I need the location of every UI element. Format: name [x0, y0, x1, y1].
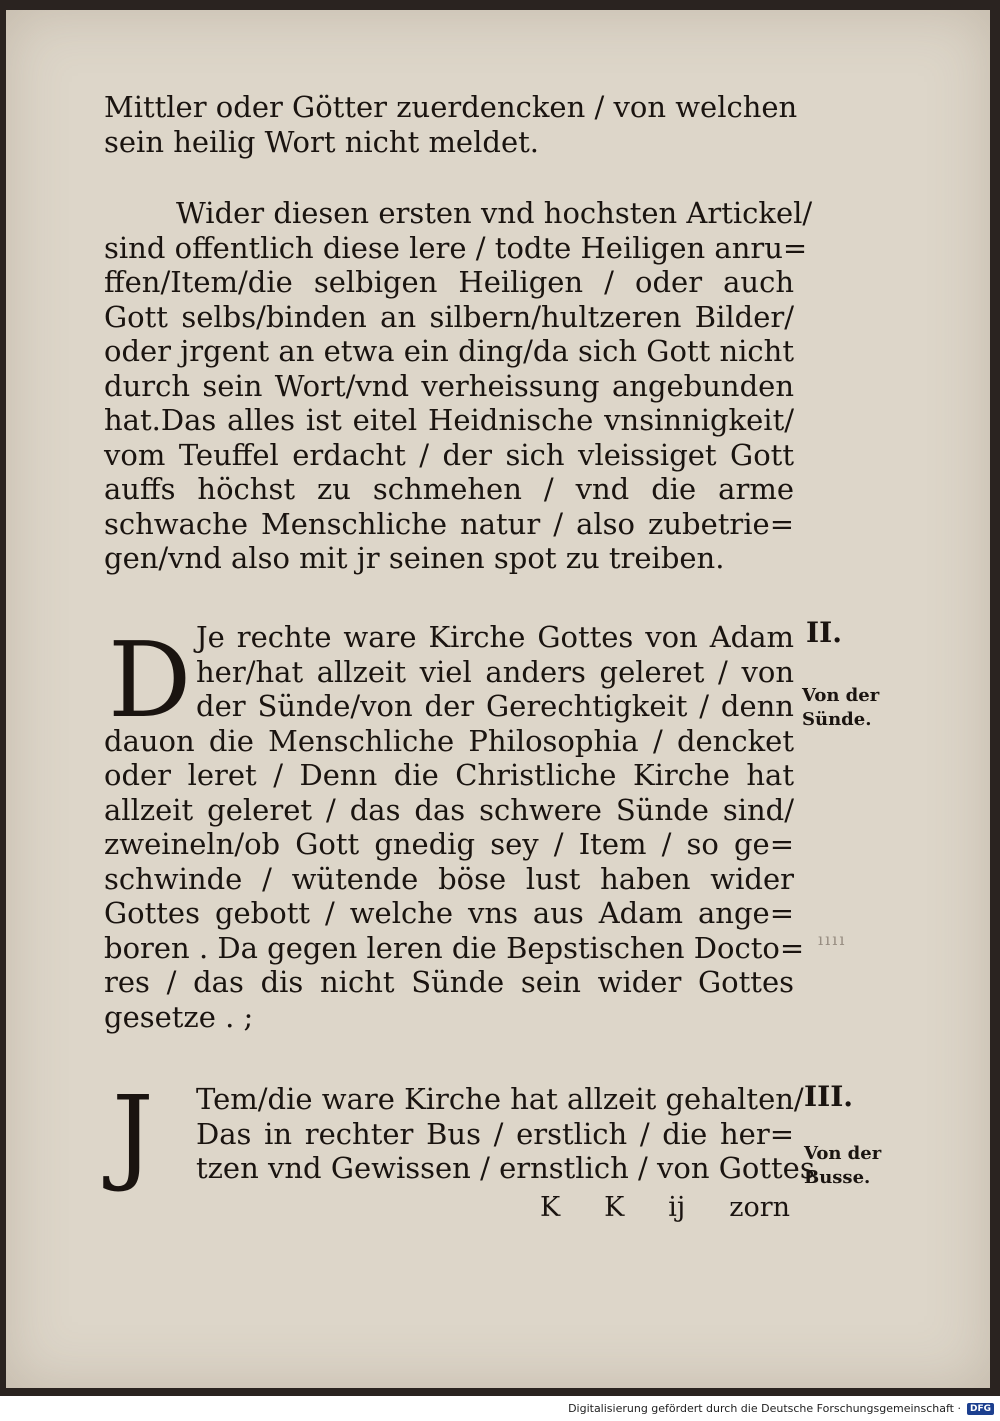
text-line: Mittler oder Götter zuerdencken / von welchen	[104, 90, 798, 124]
paragraph-section-ii	[104, 620, 805, 1034]
text-line: tzen vnd Gewissen / ernstlich / von Gottes	[196, 1151, 815, 1185]
signature-mark: ij	[668, 1192, 686, 1223]
text-line: boren . Da gegen leren die Bepstischen Docto=	[104, 930, 805, 965]
signature-mark: K	[604, 1192, 625, 1223]
text-line: Gott selbs/binden an silbern/hultzeren Bilder/	[104, 299, 794, 334]
text-line: vom Teuffel erdacht / der sich vleissiget Gott	[104, 437, 794, 472]
dropcap-j: J	[112, 1073, 154, 1195]
section-numeral-iii: III.	[804, 1080, 854, 1113]
signature-mark: K	[540, 1192, 561, 1223]
text-line: dauon die Menschliche Philosophia / dencket	[104, 723, 794, 758]
dropcap-d: D	[108, 619, 192, 741]
text-line: gesetze . ;	[104, 999, 254, 1034]
catchword: zorn	[729, 1192, 790, 1223]
opening-lines	[104, 90, 798, 159]
margin-note-busse	[804, 1142, 881, 1190]
text-line: hat.Das alles ist eitel Heidnische vnsinnigkeit/	[104, 403, 794, 437]
text-line: schwinde / wütende böse lust haben wider	[104, 861, 794, 896]
text-line: res / das dis nicht Sünde sein wider Gottes	[104, 965, 794, 999]
text-line: sein heilig Wort nicht meldet.	[104, 124, 539, 159]
text-line: Das in rechter Bus / erstlich / die her=	[196, 1116, 794, 1151]
catchword-line	[540, 1192, 790, 1223]
text-line: schwache Menschliche natur / also zubetrie=	[104, 506, 794, 541]
text-line: durch sein Wort/vnd verheissung angebunden	[104, 368, 794, 403]
paragraph-section-iii	[104, 1073, 815, 1195]
text-line: sind offentlich diese lere / todte Heiligen anru=	[104, 230, 808, 265]
section-numeral-ii: II.	[806, 616, 842, 649]
text-line: ffen/Item/die selbigen Heiligen / oder auch	[104, 265, 794, 299]
paragraph-first-article	[104, 196, 813, 576]
text-line: her/hat allzeit viel anders geleret / von	[196, 654, 794, 689]
text-line: zweineln/ob Gott gnedig sey / Item / so ge=	[104, 827, 794, 861]
margin-note-line: Von der	[804, 1143, 882, 1164]
margin-note-suende	[802, 684, 879, 732]
text-line: oder jrgent an etwa ein ding/da sich Gott nicht	[104, 334, 794, 368]
text-line: der Sünde/von der Gerechtigkeit / denn	[196, 689, 794, 723]
margin-note-line: Sünde.	[802, 709, 872, 730]
dfg-logo-icon: DFG	[967, 1403, 994, 1415]
text-line: allzeit geleret / das das schwere Sünde sind/	[104, 792, 794, 827]
text-line: Wider diesen ersten vnd hochsten Artickel/	[176, 196, 813, 230]
text-line: auffs höchst zu schmehen / vnd die arme	[104, 472, 794, 506]
text-line: gen/vnd also mit jr seinen spot zu treiben.	[104, 541, 725, 575]
text-line: Tem/die ware Kirche hat allzeit gehalten/	[196, 1082, 804, 1116]
footer-credit: Digitalisierung gefördert durch die Deutsche Forschungsgemeinschaft ·	[568, 1402, 961, 1415]
text-line: oder leret / Denn die Christliche Kirche hat	[104, 758, 794, 792]
bleed-through-marks: ıııı	[818, 930, 847, 949]
text-line: Je rechte ware Kirche Gottes von Adam	[196, 620, 794, 654]
text-line: Gottes gebott / welche vns aus Adam ange=	[104, 896, 794, 930]
margin-note-line: Von der	[802, 685, 880, 706]
digitization-footer	[568, 1402, 994, 1415]
margin-note-line: Busse.	[804, 1167, 871, 1188]
